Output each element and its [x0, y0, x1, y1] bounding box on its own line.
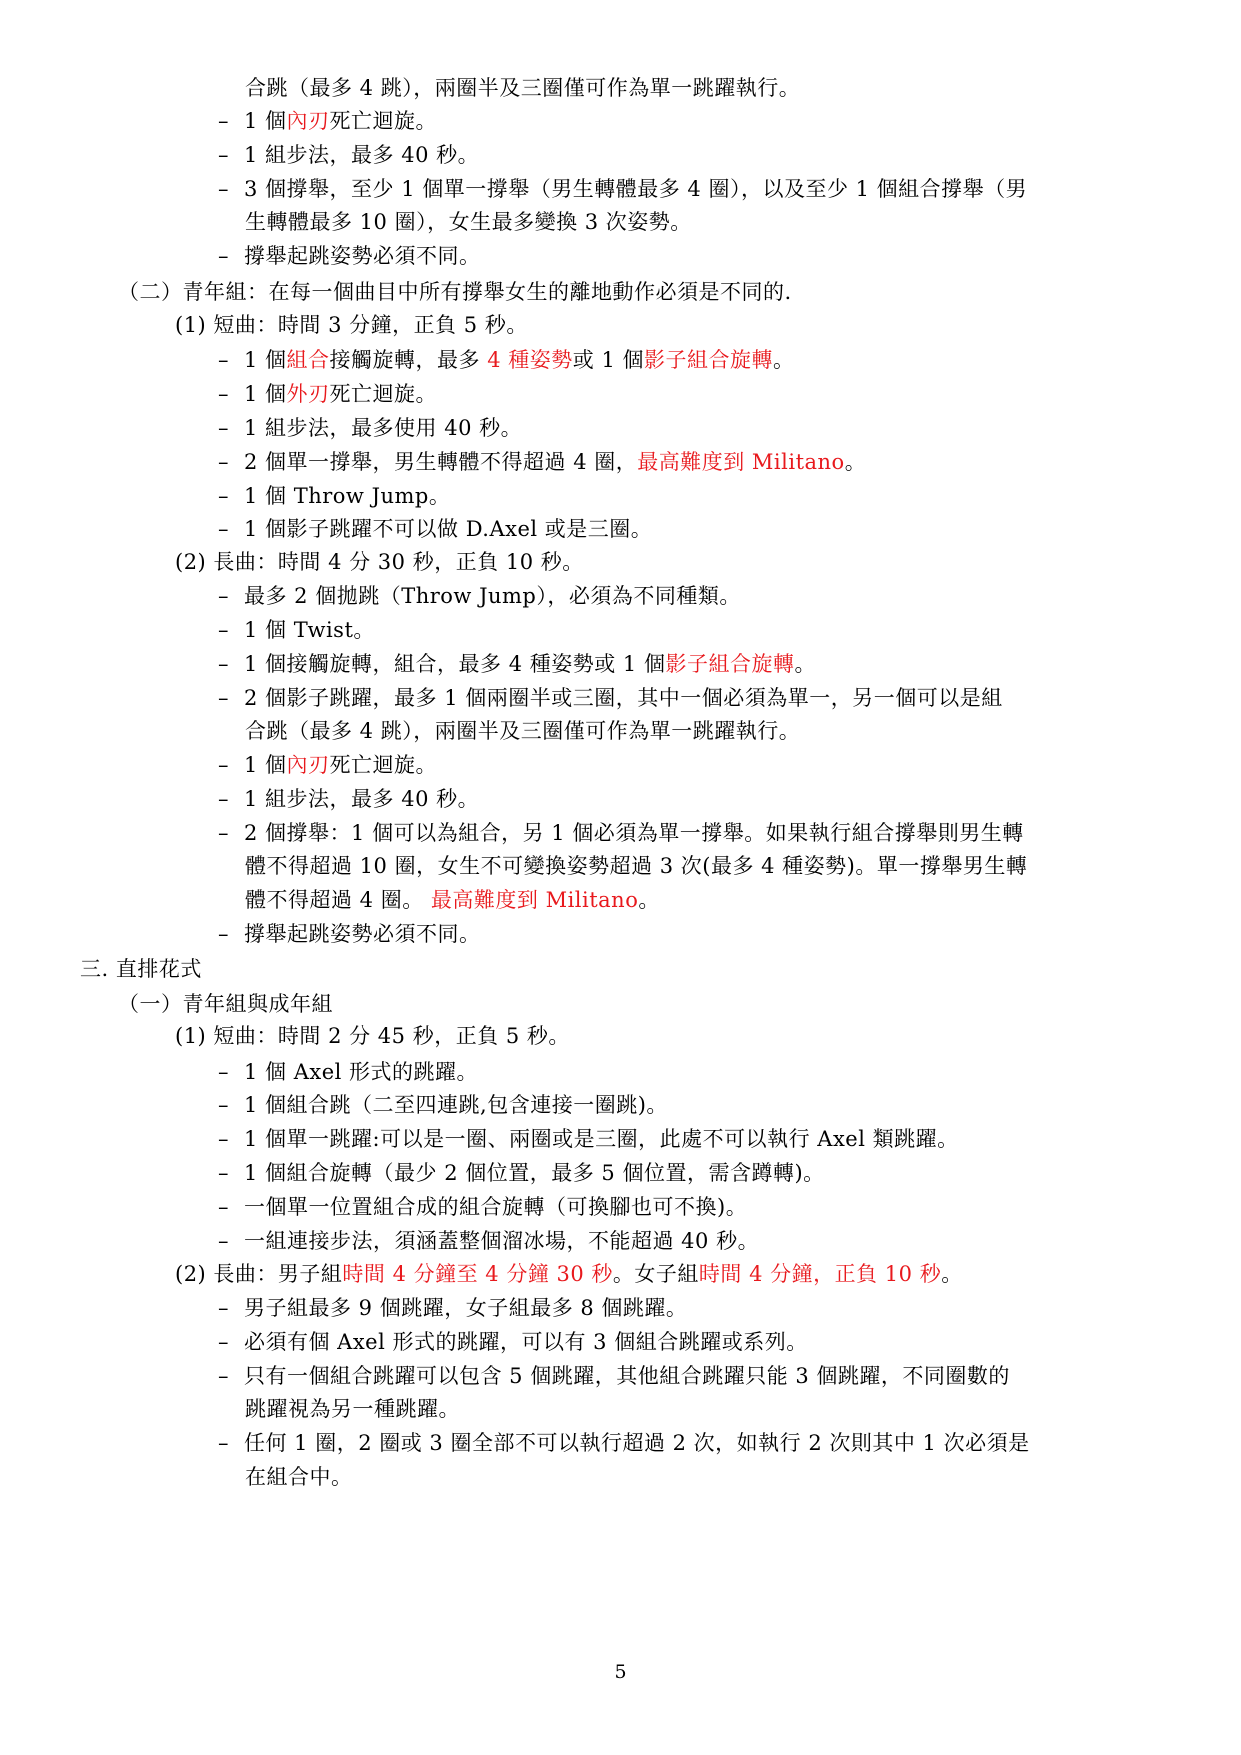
text-line: [218, 1294, 687, 1322]
text-segment: 接觸旋轉，最多: [329, 348, 481, 372]
bullet-dash: –: [218, 517, 229, 541]
highlighted-text: 影子組合旋轉: [665, 652, 795, 676]
text-segment: 體不得超過 4 圈。: [245, 888, 431, 912]
text-segment: 2 個單一撐舉，男生轉體不得超過 4 圈，: [244, 450, 638, 474]
text-segment: 1 個 Twist。: [244, 618, 375, 642]
highlighted-text: 外刃: [286, 382, 330, 406]
text-segment: 1 個: [244, 109, 287, 133]
highlighted-text: 最高難度到 Militano: [637, 450, 845, 474]
text-segment: 。: [794, 652, 816, 676]
text-segment: 1 組步法，最多 40 秒。: [244, 787, 480, 811]
text-line: [245, 852, 1027, 880]
text-segment: 。女子組: [612, 1262, 699, 1286]
text-line: [218, 1193, 747, 1221]
text-line: [218, 1362, 1010, 1390]
bullet-dash: –: [218, 922, 229, 946]
text-segment: 最多 2 個拋跳（Throw Jump），必須為不同種類。: [244, 584, 741, 608]
text-line: [118, 278, 792, 306]
text-segment: 死亡迴旋。: [329, 382, 438, 406]
bullet-dash: –: [218, 1093, 229, 1117]
bullet-dash: –: [218, 382, 229, 406]
text-line: [218, 920, 481, 948]
highlighted-text: 組合: [286, 348, 330, 372]
bullet-dash: –: [218, 1060, 229, 1084]
bullet-dash: –: [218, 348, 229, 372]
bullet-dash: –: [218, 618, 229, 642]
text-line: [218, 1125, 959, 1153]
text-segment: 合跳（最多 4 跳），兩圈半及三圈僅可作為單一跳躍執行。: [245, 719, 801, 743]
text-segment: 撐舉起跳姿勢必須不同。: [244, 922, 481, 946]
text-segment: 死亡迴旋。: [329, 109, 438, 133]
bullet-dash: –: [218, 143, 229, 167]
highlighted-text: 時間 4 分鐘，正負 10 秒: [698, 1262, 942, 1286]
text-segment: 死亡迴旋。: [329, 753, 438, 777]
highlighted-text: 時間 4 分鐘至 4 分鐘 30 秒: [342, 1262, 613, 1286]
text-segment: 1 組步法，最多使用 40 秒。: [244, 416, 523, 440]
text-segment: 1 組步法，最多 40 秒。: [244, 143, 480, 167]
text-segment: 在組合中。: [245, 1465, 353, 1489]
bullet-dash: –: [218, 244, 229, 268]
text-segment: 2 個影子跳躍，最多 1 個兩圈半或三圈，其中一個必須為單一，另一個可以是組: [244, 686, 1003, 710]
text-line: [218, 650, 816, 678]
bullet-dash: –: [218, 1330, 229, 1354]
bullet-dash: –: [218, 177, 229, 201]
text-segment: 撐舉起跳姿勢必須不同。: [244, 244, 481, 268]
text-segment: 1 個單一跳躍:可以是一圈、兩圈或是三圈，此處不可以執行 Axel 類跳躍。: [244, 1127, 959, 1151]
bullet-dash: –: [218, 787, 229, 811]
bullet-dash: –: [218, 753, 229, 777]
text-segment: 1 個組合旋轉（最少 2 個位置，最多 5 個位置，需含蹲轉)。: [244, 1161, 825, 1185]
bullet-dash: –: [218, 1195, 229, 1219]
bullet-dash: –: [218, 450, 229, 474]
text-segment: 1 個: [244, 753, 287, 777]
text-line: [218, 1227, 759, 1255]
bullet-dash: –: [218, 652, 229, 676]
text-line: [218, 684, 1003, 712]
text-line: [218, 515, 652, 543]
text-segment: 1 個影子跳躍不可以做 D.Axel 或是三圈。: [244, 517, 653, 541]
bullet-dash: –: [218, 484, 229, 508]
text-segment: 。: [638, 888, 660, 912]
text-segment: 。: [941, 1262, 963, 1286]
text-segment: （一）青年組與成年組: [118, 992, 333, 1016]
text-segment: 體不得超過 10 圈，女生不可變換姿勢超過 3 次(最多 4 種姿勢)。單一撐舉男生轉: [245, 854, 1028, 878]
page-number: 5: [614, 1661, 627, 1683]
highlighted-text: 最高難度到 Militano: [430, 888, 639, 912]
highlighted-text: 內刃: [286, 753, 330, 777]
text-segment: 跳躍視為另一種跳躍。: [245, 1397, 460, 1421]
text-segment: 合跳（最多 4 跳），兩圈半及三圈僅可作為單一跳躍執行。: [245, 76, 801, 100]
text-line: [175, 1260, 963, 1288]
text-segment: 1 個: [244, 348, 287, 372]
text-segment: (2) 長曲：男子組: [175, 1262, 343, 1286]
text-segment: 或 1 個: [572, 348, 644, 372]
text-segment: 任何 1 圈，2 圈或 3 圈全部不可以執行超過 2 次，如執行 2 次則其中 1 次必須是: [244, 1431, 1030, 1455]
text-line: [218, 448, 866, 476]
text-line: [218, 1058, 478, 1086]
text-segment: 1 個: [244, 382, 287, 406]
bullet-dash: –: [218, 1364, 229, 1388]
text-line: [218, 380, 437, 408]
text-line: [218, 1091, 668, 1119]
text-segment: 一組連接步法，須涵蓋整個溜冰場，不能超過 40 秒。: [244, 1229, 760, 1253]
highlighted-text: 影子組合旋轉: [643, 348, 773, 372]
bullet-dash: –: [218, 1296, 229, 1320]
bullet-dash: –: [218, 1431, 229, 1455]
bullet-dash: –: [218, 416, 229, 440]
bullet-dash: –: [218, 1229, 229, 1253]
bullet-dash: –: [218, 109, 229, 133]
bullet-dash: –: [218, 686, 229, 710]
text-segment: 三. 直排花式: [80, 957, 202, 981]
text-line: [175, 311, 528, 339]
text-line: [218, 346, 794, 374]
text-segment: (1) 短曲：時間 2 分 45 秒，正負 5 秒。: [175, 1024, 570, 1048]
text-line: [245, 74, 800, 102]
text-line: [218, 616, 375, 644]
text-segment: 一個單一位置組合成的組合旋轉（可換腳也可不換)。: [244, 1195, 748, 1219]
text-line: [218, 751, 437, 779]
bullet-dash: –: [218, 584, 229, 608]
text-line: [245, 886, 660, 914]
text-line: [218, 785, 479, 813]
text-line: [218, 1159, 825, 1187]
text-line: [175, 548, 584, 576]
text-line: [218, 1429, 1030, 1457]
text-segment: （二）青年組：在每一個曲目中所有撐舉女生的離地動作必須是不同的.: [118, 280, 792, 304]
text-line: [245, 717, 800, 745]
text-segment: 生轉體最多 10 圈），女生最多變換 3 次姿勢。: [245, 210, 692, 234]
text-line: [245, 208, 692, 236]
text-line: [218, 414, 522, 442]
text-segment: 只有一個組合跳躍可以包含 5 個跳躍，其他組合跳躍只能 3 個跳躍，不同圈數的: [244, 1364, 1010, 1388]
text-segment: (2) 長曲：時間 4 分 30 秒，正負 10 秒。: [175, 550, 584, 574]
text-segment: 男子組最多 9 個跳躍，女子組最多 8 個跳躍。: [244, 1296, 688, 1320]
text-segment: (1) 短曲：時間 3 分鐘，正負 5 秒。: [175, 313, 528, 337]
text-line: [218, 175, 1027, 203]
text-segment: 必須有個 Axel 形式的跳躍，可以有 3 個組合跳躍或系列。: [244, 1330, 808, 1354]
text-line: [218, 1328, 808, 1356]
text-line: [218, 482, 450, 510]
text-line: [175, 1022, 570, 1050]
bullet-dash: –: [218, 1127, 229, 1151]
text-line: [245, 1395, 460, 1423]
text-line: [218, 819, 1024, 847]
text-line: [218, 107, 437, 135]
bullet-dash: –: [218, 1161, 229, 1185]
text-segment: 。: [772, 348, 795, 372]
text-segment: 1 個 Throw Jump。: [244, 484, 451, 508]
text-line: [80, 955, 202, 983]
highlighted-text: 4 種姿勢: [480, 348, 573, 372]
bullet-dash: –: [218, 821, 229, 845]
text-segment: 2 個撐舉：1 個可以為組合，另 1 個必須為單一撐舉。如果執行組合撐舉則男生轉: [244, 821, 1024, 845]
text-line: [118, 990, 333, 1018]
text-line: [218, 242, 481, 270]
text-segment: 3 個撐舉，至少 1 個單一撐舉（男生轉體最多 4 圈），以及至少 1 個組合撐舉（男: [244, 177, 1028, 201]
text-line: [218, 141, 479, 169]
text-segment: 1 個 Axel 形式的跳躍。: [244, 1060, 479, 1084]
text-line: [218, 582, 741, 610]
text-segment: 。: [844, 450, 867, 474]
text-segment: 1 個組合跳（二至四連跳,包含連接一圈跳)。: [244, 1093, 668, 1117]
highlighted-text: 內刃: [286, 109, 330, 133]
text-line: [245, 1463, 353, 1491]
text-segment: 1 個接觸旋轉，組合，最多 4 種姿勢或 1 個: [244, 652, 666, 676]
